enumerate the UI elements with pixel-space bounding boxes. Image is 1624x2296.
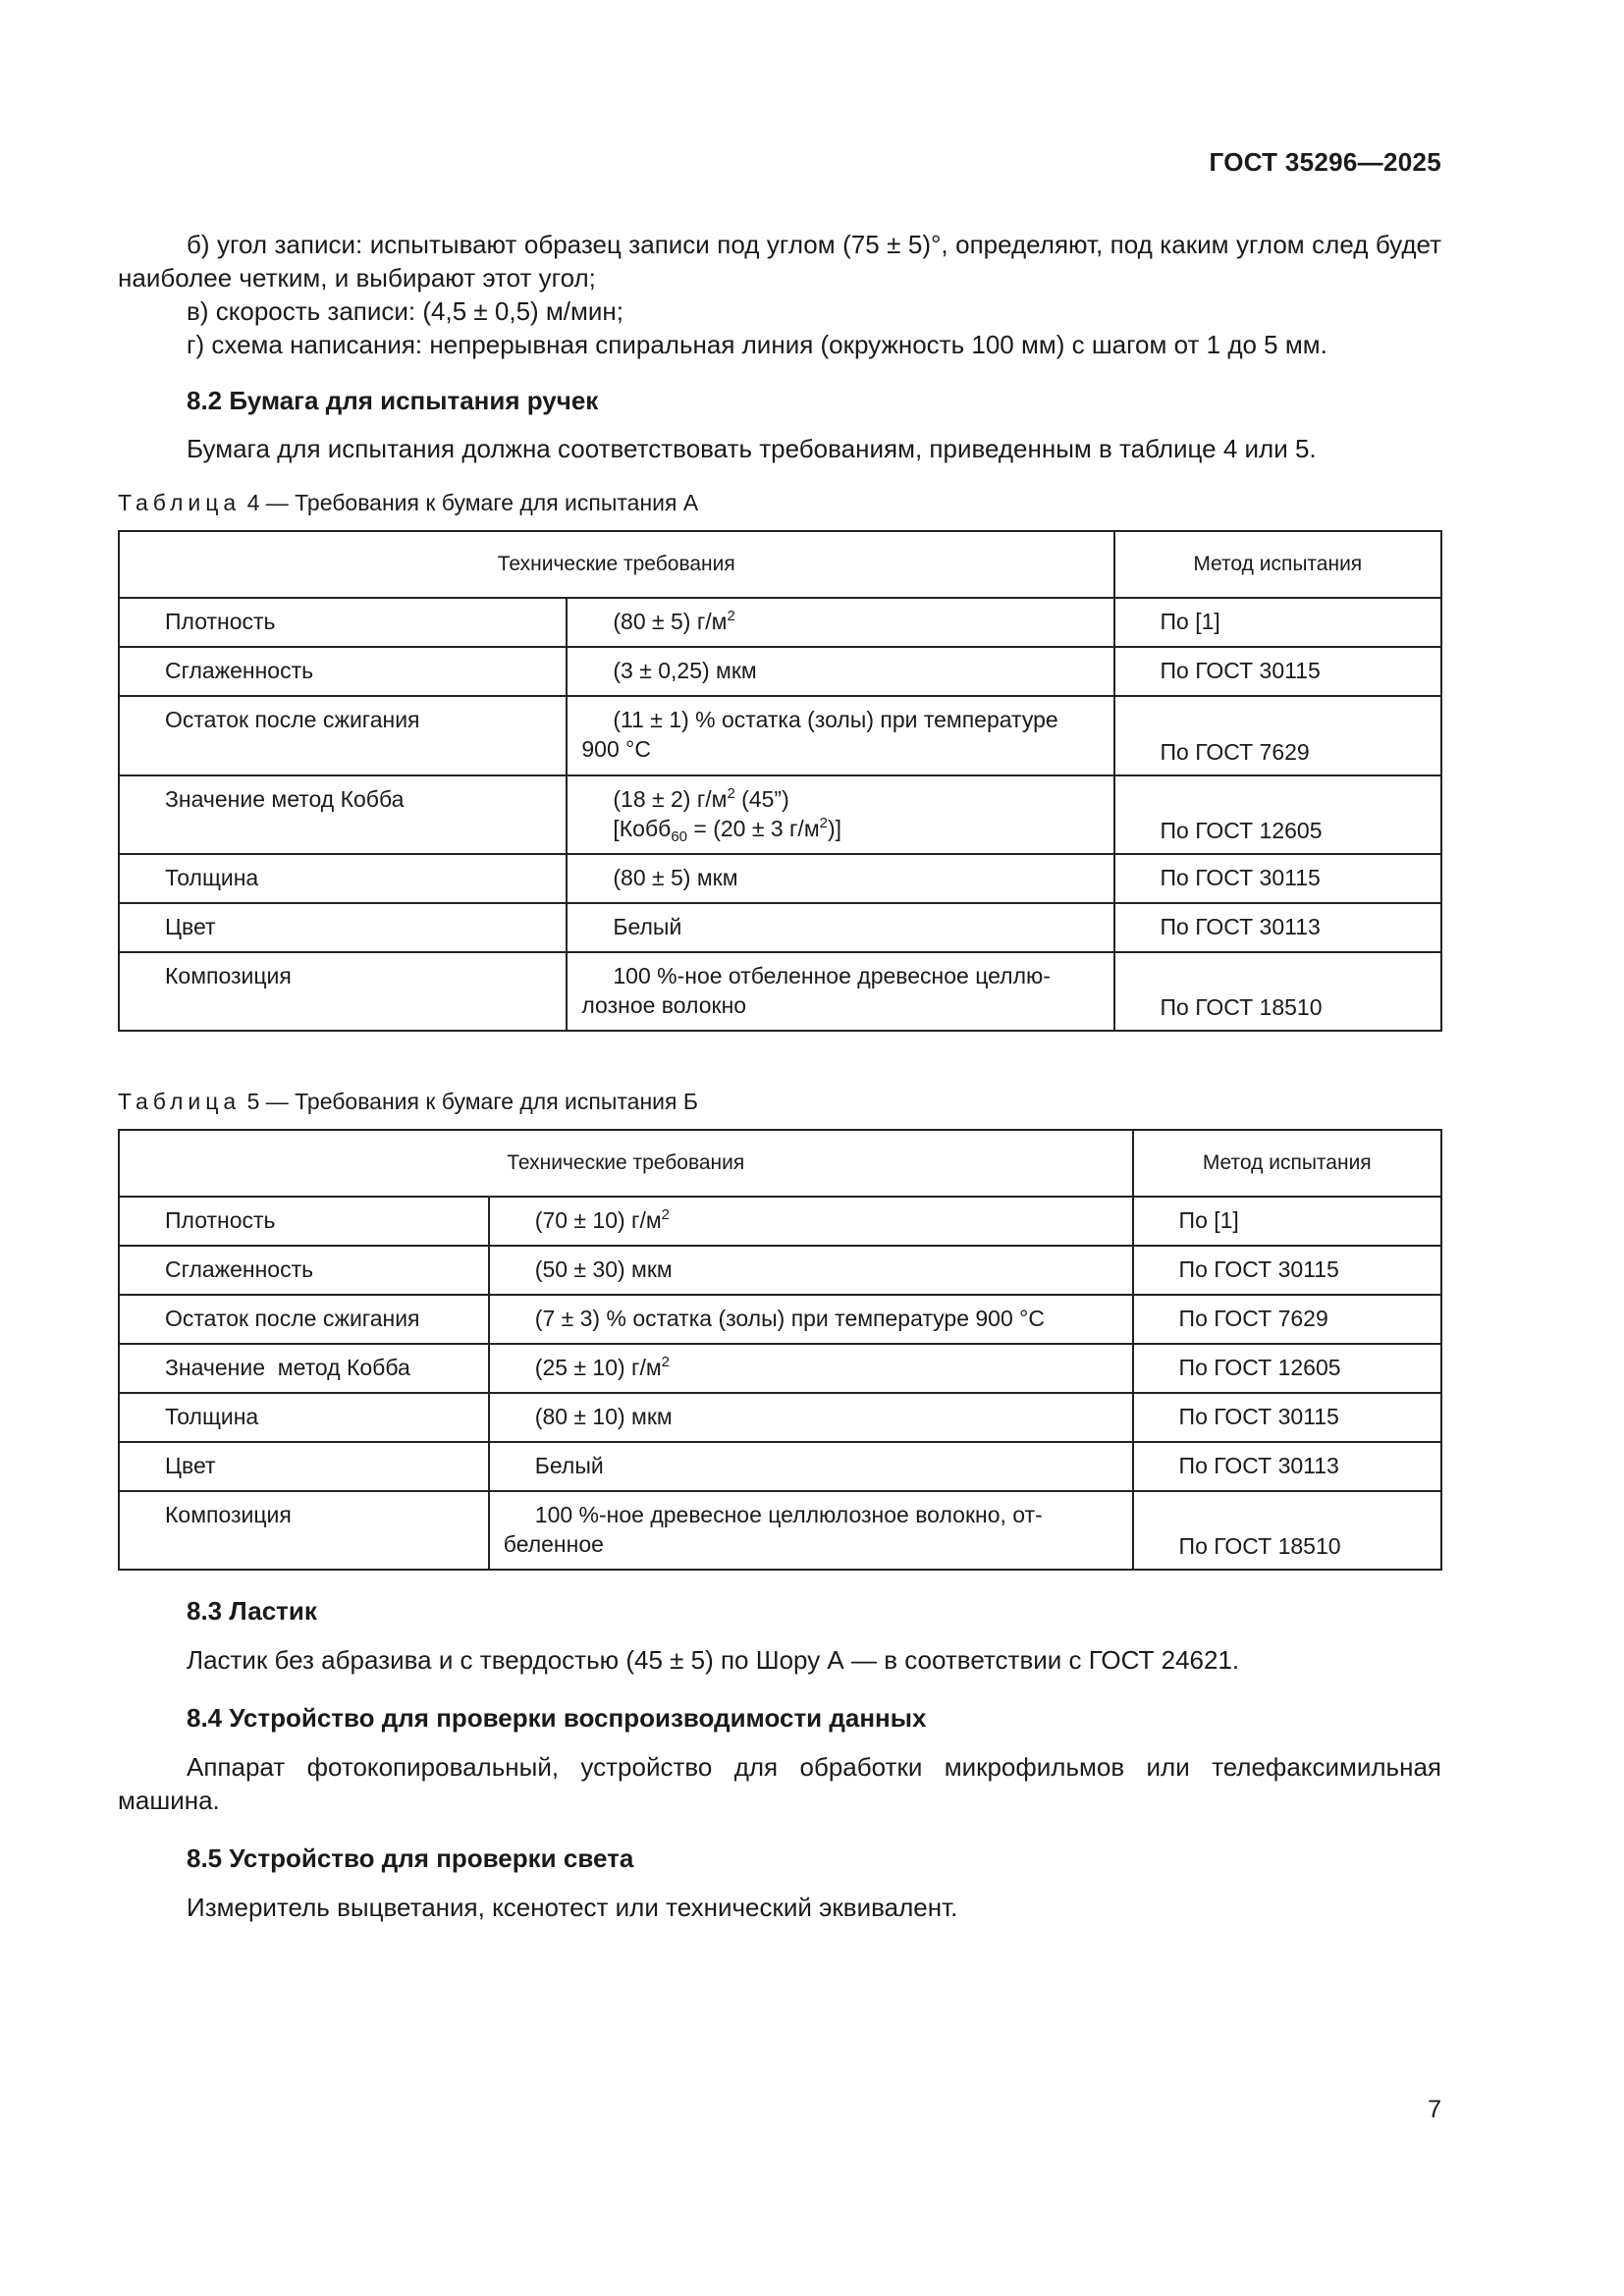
section-8-2-heading: 8.2 Бумага для испытания ручек xyxy=(187,386,599,415)
table-row xyxy=(119,647,1441,696)
table-5-caption: Таблица 5 — Требования к бумаге для испытания Б xyxy=(118,1089,698,1114)
table-4 xyxy=(118,530,1442,1032)
table-cell-value: (7 ± 3) % остатка (золы) при температуре 900 °С xyxy=(489,1295,1133,1344)
table-cell-property: Сглаженность xyxy=(119,647,567,696)
table-row xyxy=(119,903,1441,952)
table-cell-method: По ГОСТ 30113 xyxy=(1133,1442,1441,1491)
table-row xyxy=(119,1344,1441,1393)
table-cell-value: (11 ± 1) % остатка (золы) при температуре 900 °С xyxy=(567,696,1113,775)
table-cell-value: Белый xyxy=(567,903,1113,952)
section-8-4-heading: 8.4 Устройство для проверки воспроизводимости данных xyxy=(187,1703,927,1733)
table-cell-property: Остаток после сжигания xyxy=(119,1295,489,1344)
table-cell-method: По [1] xyxy=(1114,598,1442,647)
table-row xyxy=(119,598,1441,647)
table-cell-property: Значение метод Кобба xyxy=(119,775,567,854)
table-row xyxy=(119,1491,1441,1570)
table-cell-property: Сглаженность xyxy=(119,1246,489,1295)
table-cell-method: По ГОСТ 12605 xyxy=(1114,775,1442,854)
table-row xyxy=(119,1197,1441,1246)
section-8-3-heading: 8.3 Ластик xyxy=(187,1596,317,1626)
table-cell-property: Цвет xyxy=(119,903,567,952)
page-number: 7 xyxy=(1428,2096,1441,2123)
section-8-3-text: Ластик без абразива и с твердостью (45 ± 5) по Шору А — в соответствии с ГОСТ 24621. xyxy=(187,1645,1240,1675)
table-cell-property: Толщина xyxy=(119,854,567,903)
table-cell-method: По ГОСТ 7629 xyxy=(1133,1295,1441,1344)
table-row xyxy=(119,1246,1441,1295)
table-cell-method: По ГОСТ 30115 xyxy=(1133,1246,1441,1295)
table-cell-value: (80 ± 10) мкм xyxy=(489,1393,1133,1442)
table-row xyxy=(119,696,1441,775)
section-8-2-text: Бумага для испытания должна соответствовать требованиям, приведенным в таблице 4 или 5. xyxy=(187,434,1317,463)
table-cell-method: По ГОСТ 30115 xyxy=(1133,1393,1441,1442)
table-row xyxy=(119,952,1441,1031)
table-4-caption: Таблица 4 — Требования к бумаге для испытания А xyxy=(118,490,699,515)
section-8-4-text: Аппарат фотокопировальный, устройство для обработки микрофильмов или телефаксимильная машина. xyxy=(118,1752,1441,1815)
table-row xyxy=(119,854,1441,903)
table-cell-property: Композиция xyxy=(119,952,567,1031)
item-v-recording-speed: в) скорость записи: (4,5 ± 0,5) м/мин; xyxy=(187,296,623,326)
table-cell-value: (70 ± 10) $г/м^2$ xyxy=(489,1197,1133,1246)
table-cell-property: Плотность xyxy=(119,1197,489,1246)
table-5-header-method: Метод испытания xyxy=(1133,1130,1441,1197)
document-id: ГОСТ 35296—2025 xyxy=(1209,147,1441,177)
table-cell-method: По ГОСТ 12605 xyxy=(1133,1344,1441,1393)
table-cell-property: Толщина xyxy=(119,1393,489,1442)
table-cell-method: По ГОСТ 30115 xyxy=(1114,647,1442,696)
table-cell-value: (25 ± 10) $г/м^2$ xyxy=(489,1344,1133,1393)
table-row xyxy=(119,1442,1441,1491)
table-row xyxy=(119,775,1441,854)
table-5-header-requirements: Технические требования xyxy=(119,1130,1133,1197)
section-8-5-heading: 8.5 Устройство для проверки света xyxy=(187,1843,634,1873)
item-b-recording-angle: б) угол записи: испытывают образец записи под углом (75 ± 5)°, определяют, под каким углом след будет наиболее четким, и выбирают этот угол; xyxy=(118,230,1441,293)
item-g-writing-scheme: г) схема написания: непрерывная спиральная линия (окружность 100 мм) с шагом от 1 до 5 мм. xyxy=(187,330,1327,359)
table-cell-property: Значение метод Кобба xyxy=(119,1344,489,1393)
table-cell-value: (3 ± 0,25) мкм xyxy=(567,647,1113,696)
table-4-header-requirements: Технические требования xyxy=(119,531,1114,598)
section-8-5-text: Измеритель выцветания, ксенотест или технический эквивалент. xyxy=(187,1893,958,1922)
table-4-header-method: Метод испытания xyxy=(1114,531,1442,598)
table-cell-method: По ГОСТ 7629 xyxy=(1114,696,1442,775)
table-cell-method: По ГОСТ 18510 xyxy=(1114,952,1442,1031)
table-cell-property: Цвет xyxy=(119,1442,489,1491)
table-row xyxy=(119,1393,1441,1442)
table-row xyxy=(119,1295,1441,1344)
table-cell-value: 100 %-ное отбеленное древесное целлю- лозное волокно xyxy=(567,952,1113,1031)
table-cell-value: (80 ± 5) $г/м^2$ xyxy=(567,598,1113,647)
table-5 xyxy=(118,1129,1442,1571)
table-cell-value: (18 ± 2) $г/м^2$ (45”) [Кобб$_{60}$ = (20 ± 3 $г/м^2$)] xyxy=(567,775,1113,854)
table-cell-method: По ГОСТ 30113 xyxy=(1114,903,1442,952)
table-cell-property: Композиция xyxy=(119,1491,489,1570)
table-cell-property: Плотность xyxy=(119,598,567,647)
table-cell-method: По ГОСТ 18510 xyxy=(1133,1491,1441,1570)
table-cell-method: По [1] xyxy=(1133,1197,1441,1246)
table-cell-value: 100 %-ное древесное целлюлозное волокно, от- беленное xyxy=(489,1491,1133,1570)
table-cell-value: (50 ± 30) мкм xyxy=(489,1246,1133,1295)
table-cell-property: Остаток после сжигания xyxy=(119,696,567,775)
table-cell-value: Белый xyxy=(489,1442,1133,1491)
table-cell-method: По ГОСТ 30115 xyxy=(1114,854,1442,903)
table-cell-value: (80 ± 5) мкм xyxy=(567,854,1113,903)
